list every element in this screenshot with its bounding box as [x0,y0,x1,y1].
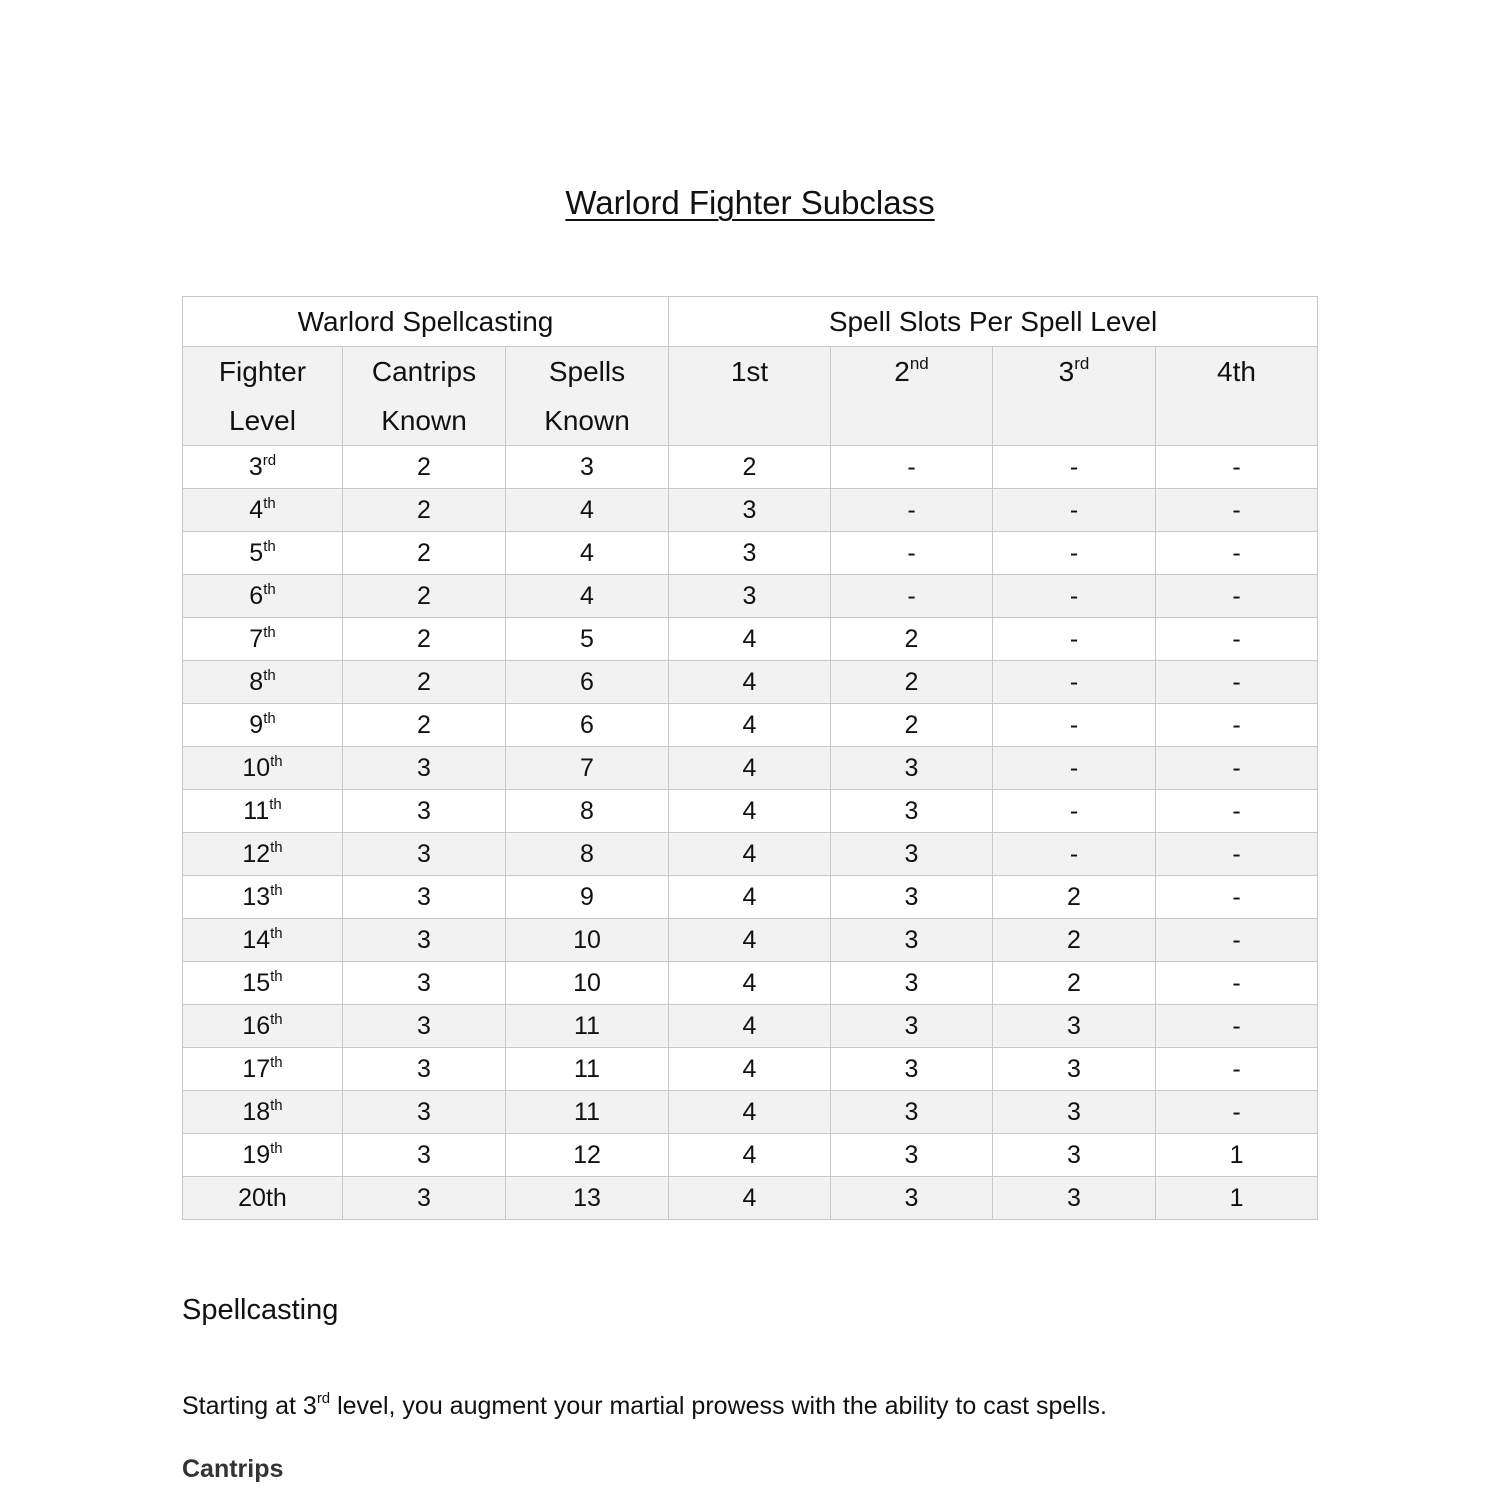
value-cell: 3 [993,1134,1156,1177]
value-cell: 2 [343,575,506,618]
header-spells-known: Spells Known [506,347,669,446]
paragraph: Starting at 3rd level, you augment your martial prowess with the ability to cast spells. [182,1390,1107,1420]
value-cell: 4 [669,876,831,919]
level-cell: 11th [183,790,343,833]
value-cell: - [993,704,1156,747]
value-cell: 3 [343,919,506,962]
value-cell: 2 [343,618,506,661]
value-cell: 12 [506,1134,669,1177]
value-cell: 10 [506,919,669,962]
value-cell: - [993,489,1156,532]
value-cell: - [1156,661,1318,704]
value-cell: 4 [506,575,669,618]
value-cell: 3 [993,1091,1156,1134]
value-cell: - [1156,1091,1318,1134]
value-cell: 2 [831,661,993,704]
value-cell: - [1156,446,1318,489]
table-row [183,1048,1318,1091]
value-cell: 3 [993,1048,1156,1091]
header-cantrips-known: Cantrips Known [343,347,506,446]
subheading-cantrips: Cantrips [182,1455,284,1483]
value-cell: - [1156,532,1318,575]
level-cell: 9th [183,704,343,747]
value-cell: 5 [506,618,669,661]
value-cell: 3 [831,1048,993,1091]
value-cell: 11 [506,1005,669,1048]
value-cell: 4 [506,532,669,575]
value-cell: - [993,446,1156,489]
value-cell: 4 [669,704,831,747]
spellcasting-table [182,296,1318,1220]
value-cell: 3 [506,446,669,489]
value-cell: 4 [669,1048,831,1091]
value-cell: 3 [343,1177,506,1220]
table-row [183,446,1318,489]
header-slot-4th: 4th [1156,347,1318,446]
table-row [183,489,1318,532]
value-cell: 2 [669,446,831,489]
value-cell: - [993,575,1156,618]
level-cell: 14th [183,919,343,962]
level-cell: 18th [183,1091,343,1134]
value-cell: 2 [993,876,1156,919]
group-header-spell-slots: Spell Slots Per Spell Level [669,297,1318,347]
value-cell: 3 [343,962,506,1005]
table-row [183,962,1318,1005]
value-cell: 3 [831,833,993,876]
value-cell: 13 [506,1177,669,1220]
value-cell: 2 [343,489,506,532]
table-row [183,575,1318,618]
value-cell: 3 [343,1134,506,1177]
value-cell: 2 [343,704,506,747]
value-cell: - [1156,489,1318,532]
value-cell: - [1156,1048,1318,1091]
value-cell: 6 [506,704,669,747]
table-row [183,1134,1318,1177]
level-cell: 13th [183,876,343,919]
level-cell: 4th [183,489,343,532]
value-cell: 4 [669,1005,831,1048]
value-cell: 2 [343,446,506,489]
value-cell: 2 [993,962,1156,1005]
level-cell: 16th [183,1005,343,1048]
value-cell: 8 [506,790,669,833]
value-cell: 2 [831,618,993,661]
value-cell: 3 [831,962,993,1005]
value-cell: 3 [831,1091,993,1134]
value-cell: 3 [343,876,506,919]
level-cell: 3rd [183,446,343,489]
level-cell: 5th [183,532,343,575]
value-cell: 2 [993,919,1156,962]
value-cell: 3 [343,790,506,833]
value-cell: - [993,790,1156,833]
table-row [183,618,1318,661]
value-cell: 7 [506,747,669,790]
value-cell: - [831,446,993,489]
value-cell: - [1156,962,1318,1005]
table-row [183,1005,1318,1048]
header-slot-1st: 1st [669,347,831,446]
value-cell: - [993,747,1156,790]
value-cell: 4 [669,962,831,1005]
level-cell: 17th [183,1048,343,1091]
value-cell: 4 [669,661,831,704]
value-cell: - [1156,618,1318,661]
value-cell: - [831,532,993,575]
group-header-row [183,297,1318,347]
value-cell: 3 [993,1177,1156,1220]
value-cell: - [993,833,1156,876]
value-cell: - [1156,1005,1318,1048]
value-cell: 3 [993,1005,1156,1048]
value-cell: - [1156,876,1318,919]
level-cell: 10th [183,747,343,790]
value-cell: 4 [669,919,831,962]
table-row [183,747,1318,790]
value-cell: 10 [506,962,669,1005]
document-title: Warlord Fighter Subclass [565,184,935,221]
header-slot-2nd: 2nd [831,347,993,446]
value-cell: 4 [669,1134,831,1177]
value-cell: - [831,489,993,532]
value-cell: 3 [343,1048,506,1091]
value-cell: 4 [669,747,831,790]
table-row [183,1091,1318,1134]
value-cell: - [1156,833,1318,876]
value-cell: 4 [669,618,831,661]
value-cell: 3 [831,919,993,962]
value-cell: 3 [831,790,993,833]
level-cell: 12th [183,833,343,876]
value-cell: 3 [343,747,506,790]
level-cell: 6th [183,575,343,618]
section-heading: Spellcasting [182,1294,339,1326]
value-cell: - [1156,919,1318,962]
value-cell: - [993,532,1156,575]
value-cell: 6 [506,661,669,704]
value-cell: - [831,575,993,618]
table-row [183,833,1318,876]
group-header-warlord-spellcasting: Warlord Spellcasting [183,297,669,347]
value-cell: 4 [669,1091,831,1134]
level-cell: 19th [183,1134,343,1177]
value-cell: 11 [506,1048,669,1091]
value-cell: 2 [343,532,506,575]
table-row [183,661,1318,704]
table-row [183,1177,1318,1220]
value-cell: 1 [1156,1134,1318,1177]
table-row [183,876,1318,919]
value-cell: 3 [669,575,831,618]
value-cell: 4 [669,1177,831,1220]
value-cell: 3 [831,1177,993,1220]
level-cell: 15th [183,962,343,1005]
level-cell: 8th [183,661,343,704]
header-fighter-level: Fighter Level [183,347,343,446]
table-row [183,790,1318,833]
value-cell: 3 [831,1134,993,1177]
value-cell: 3 [831,1005,993,1048]
table-row [183,919,1318,962]
value-cell: - [1156,575,1318,618]
value-cell: 4 [669,833,831,876]
value-cell: 9 [506,876,669,919]
level-cell: 20th [183,1177,343,1220]
value-cell: 1 [1156,1177,1318,1220]
value-cell: - [1156,704,1318,747]
value-cell: 3 [343,1005,506,1048]
value-cell: 2 [831,704,993,747]
value-cell: - [993,618,1156,661]
value-cell: 2 [343,661,506,704]
value-cell: 3 [831,747,993,790]
value-cell: 3 [669,532,831,575]
value-cell: - [993,661,1156,704]
value-cell: 4 [506,489,669,532]
value-cell: 8 [506,833,669,876]
value-cell: - [1156,790,1318,833]
value-cell: 11 [506,1091,669,1134]
value-cell: 3 [831,876,993,919]
value-cell: - [1156,747,1318,790]
level-cell: 7th [183,618,343,661]
value-cell: 3 [343,833,506,876]
value-cell: 3 [343,1091,506,1134]
table-row [183,704,1318,747]
value-cell: 3 [669,489,831,532]
column-header-row [183,347,1318,446]
value-cell: 4 [669,790,831,833]
header-slot-3rd: 3rd [993,347,1156,446]
table-row [183,532,1318,575]
